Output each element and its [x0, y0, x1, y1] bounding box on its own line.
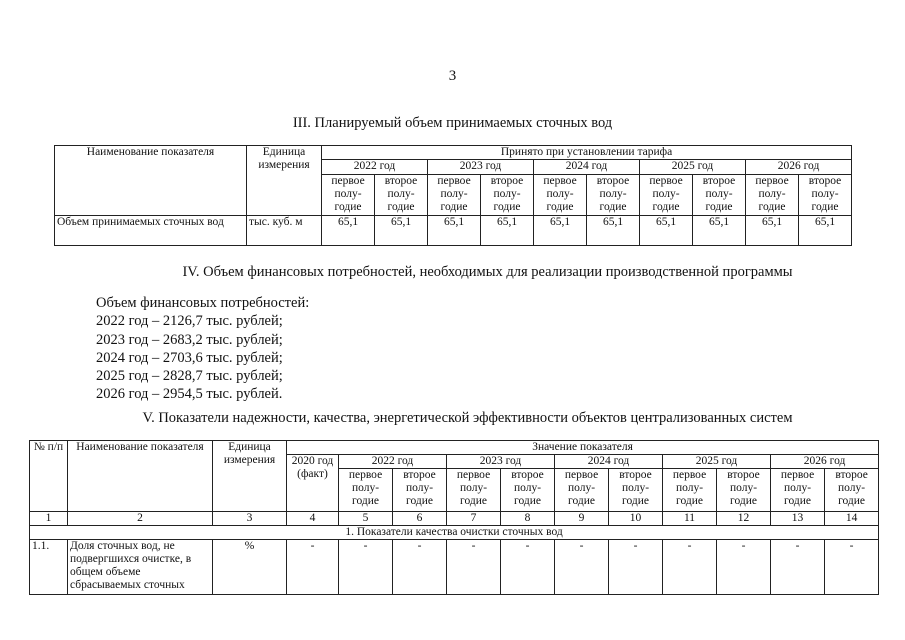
year-header: 2026 год: [746, 160, 852, 175]
header-unit: Единица измерения: [213, 441, 287, 512]
header-name: Наименование показателя: [55, 146, 247, 216]
value-cell: 65,1: [322, 216, 375, 246]
column-number: 4: [287, 512, 339, 526]
year-header: 2025 год: [663, 455, 771, 469]
column-number: 14: [825, 512, 879, 526]
half-year-header: второе полу-годие: [799, 175, 852, 216]
section-5-title: V. Показатели надежности, качества, энергетической эффективности объектов централизованных систем: [142, 410, 793, 426]
reliability-indicators-table: [29, 440, 879, 595]
column-number: 9: [555, 512, 609, 526]
half-year-header: первое полу-годие: [663, 469, 717, 512]
half-year-header: второе полу-годие: [587, 175, 640, 216]
value-cell: -: [447, 540, 501, 595]
column-number: 13: [771, 512, 825, 526]
half-year-header: второе полу-годие: [825, 469, 879, 512]
column-number: 10: [609, 512, 663, 526]
header-num: № п/п: [30, 441, 68, 512]
half-year-header: первое полу-годие: [555, 469, 609, 512]
value-cell: 65,1: [746, 216, 799, 246]
half-year-header: первое полу-годие: [322, 175, 375, 216]
year-header: 2023 год: [428, 160, 534, 175]
year-header: 2023 год: [447, 455, 555, 469]
section-3-title: III. Планируемый объем принимаемых сточных вод: [292, 115, 613, 131]
year-header: 2026 год: [771, 455, 879, 469]
row-name: Доля сточных вод, не подвергшихся очистке, в общем объеме сбрасываемых сточных: [68, 540, 213, 595]
value-cell: 65,1: [587, 216, 640, 246]
column-number: 11: [663, 512, 717, 526]
value-cell: -: [287, 540, 339, 595]
half-year-header: первое полу-годие: [771, 469, 825, 512]
value-cell: -: [717, 540, 771, 595]
half-year-header: первое полу-годие: [534, 175, 587, 216]
financial-line: 2026 год – 2954,5 тыс. рублей.: [96, 386, 283, 403]
value-cell: 65,1: [375, 216, 428, 246]
page-number: 3: [448, 68, 457, 84]
year-header: 2022 год: [339, 455, 447, 469]
value-cell: 65,1: [799, 216, 852, 246]
year-header: 2025 год: [640, 160, 746, 175]
year-2020-header: 2020 год (факт): [287, 455, 339, 512]
value-cell: -: [393, 540, 447, 595]
half-year-header: первое полу-годие: [640, 175, 693, 216]
column-number: 3: [213, 512, 287, 526]
column-number: 1: [30, 512, 68, 526]
header-accepted: Принято при установлении тарифа: [322, 146, 852, 160]
column-number: 12: [717, 512, 771, 526]
half-year-header: второе полу-годие: [693, 175, 746, 216]
header-name: Наименование показателя: [68, 441, 213, 512]
financial-intro: Объем финансовых потребностей:: [96, 295, 310, 311]
half-year-header: первое полу-годие: [428, 175, 481, 216]
year-header: 2022 год: [322, 160, 428, 175]
row-unit: тыс. куб. м: [247, 216, 322, 246]
value-cell: -: [555, 540, 609, 595]
financial-needs-list: [96, 294, 309, 404]
column-number: 8: [501, 512, 555, 526]
value-cell: -: [609, 540, 663, 595]
section-4-title: IV. Объем финансовых потребностей, необходимых для реализации производственной программы: [182, 264, 793, 280]
value-cell: 65,1: [640, 216, 693, 246]
financial-line: 2023 год – 2683,2 тыс. рублей;: [96, 331, 283, 348]
half-year-header: второе полу-годие: [501, 469, 555, 512]
wastewater-volume-table: [54, 145, 852, 246]
year-header: 2024 год: [534, 160, 640, 175]
value-cell: -: [825, 540, 879, 595]
value-cell: 65,1: [534, 216, 587, 246]
year-header: 2024 год: [555, 455, 663, 469]
value-cell: 65,1: [693, 216, 746, 246]
header-unit: Единица измерения: [247, 146, 322, 216]
half-year-header: второе полу-годие: [375, 175, 428, 216]
column-number: 5: [339, 512, 393, 526]
header-value: Значение показателя: [287, 441, 879, 455]
value-cell: 65,1: [481, 216, 534, 246]
value-cell: -: [339, 540, 393, 595]
value-cell: -: [663, 540, 717, 595]
financial-line: 2022 год – 2126,7 тыс. рублей;: [96, 313, 283, 330]
half-year-header: второе полу-годие: [393, 469, 447, 512]
column-number: 7: [447, 512, 501, 526]
half-year-header: второе полу-годие: [717, 469, 771, 512]
row-name: Объем принимаемых сточных вод: [55, 216, 247, 246]
row-unit: %: [213, 540, 287, 595]
value-cell: -: [501, 540, 555, 595]
group-title: 1. Показатели качества очистки сточных вод: [30, 526, 879, 540]
value-cell: 65,1: [428, 216, 481, 246]
half-year-header: первое полу-годие: [447, 469, 501, 512]
half-year-header: второе полу-годие: [481, 175, 534, 216]
financial-line: 2025 год – 2828,7 тыс. рублей;: [96, 368, 283, 385]
row-number: 1.1.: [30, 540, 68, 595]
half-year-header: второе полу-годие: [609, 469, 663, 512]
half-year-header: первое полу-годие: [746, 175, 799, 216]
financial-line: 2024 год – 2703,6 тыс. рублей;: [96, 349, 283, 366]
value-cell: -: [771, 540, 825, 595]
column-number: 6: [393, 512, 447, 526]
column-number: 2: [68, 512, 213, 526]
half-year-header: первое полу-годие: [339, 469, 393, 512]
